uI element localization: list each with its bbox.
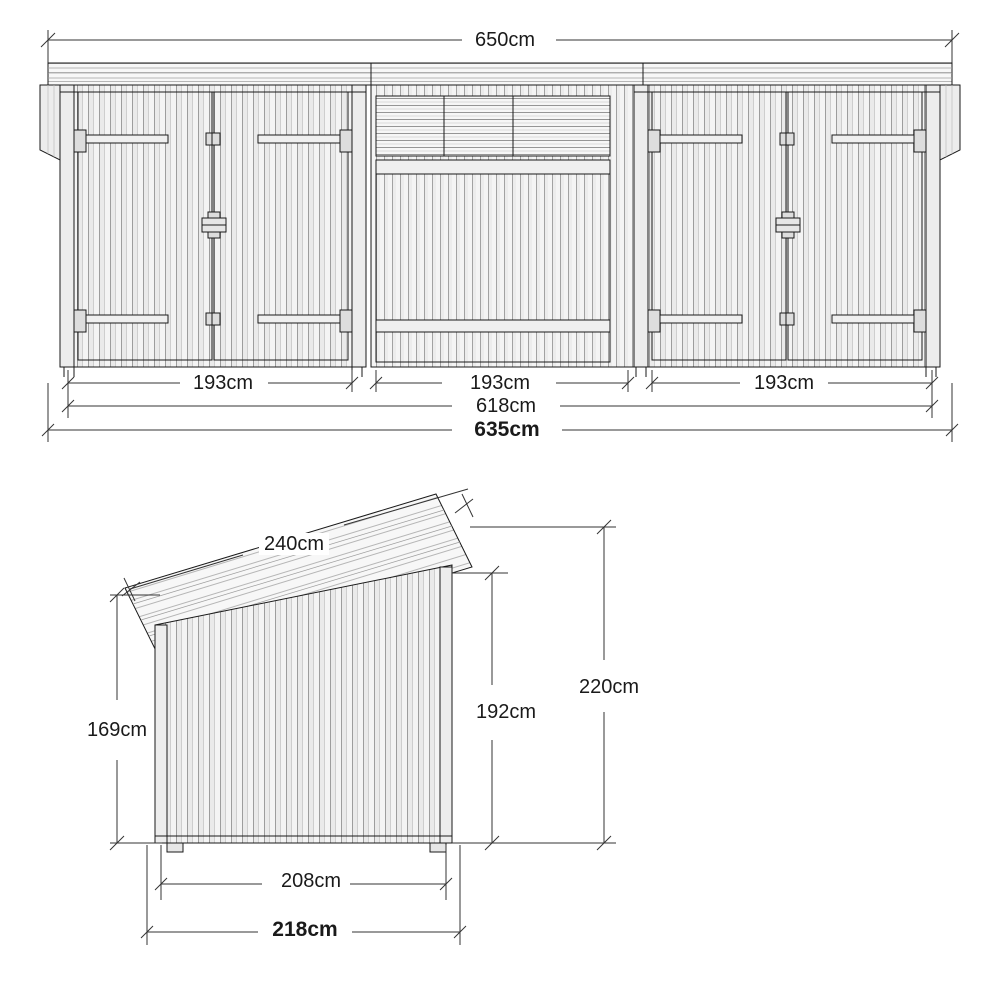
dimension-label-618: 618cm: [471, 395, 541, 417]
dimension-label-193-center: 193cm: [465, 372, 535, 394]
dimension-label-193-left: 193cm: [188, 372, 258, 394]
dimension-label-208: 208cm: [276, 870, 346, 892]
dimension-label-169: 169cm: [82, 719, 152, 741]
dimension-label-192: 192cm: [471, 701, 541, 723]
dimension-label-635: 635cm: [469, 419, 544, 441]
dimension-label-240: 240cm: [259, 533, 329, 555]
dimension-label-650: 650cm: [470, 29, 540, 51]
dimension-label-218: 218cm: [267, 919, 342, 941]
dimension-label-193-right: 193cm: [749, 372, 819, 394]
dimension-label-220: 220cm: [574, 676, 644, 698]
